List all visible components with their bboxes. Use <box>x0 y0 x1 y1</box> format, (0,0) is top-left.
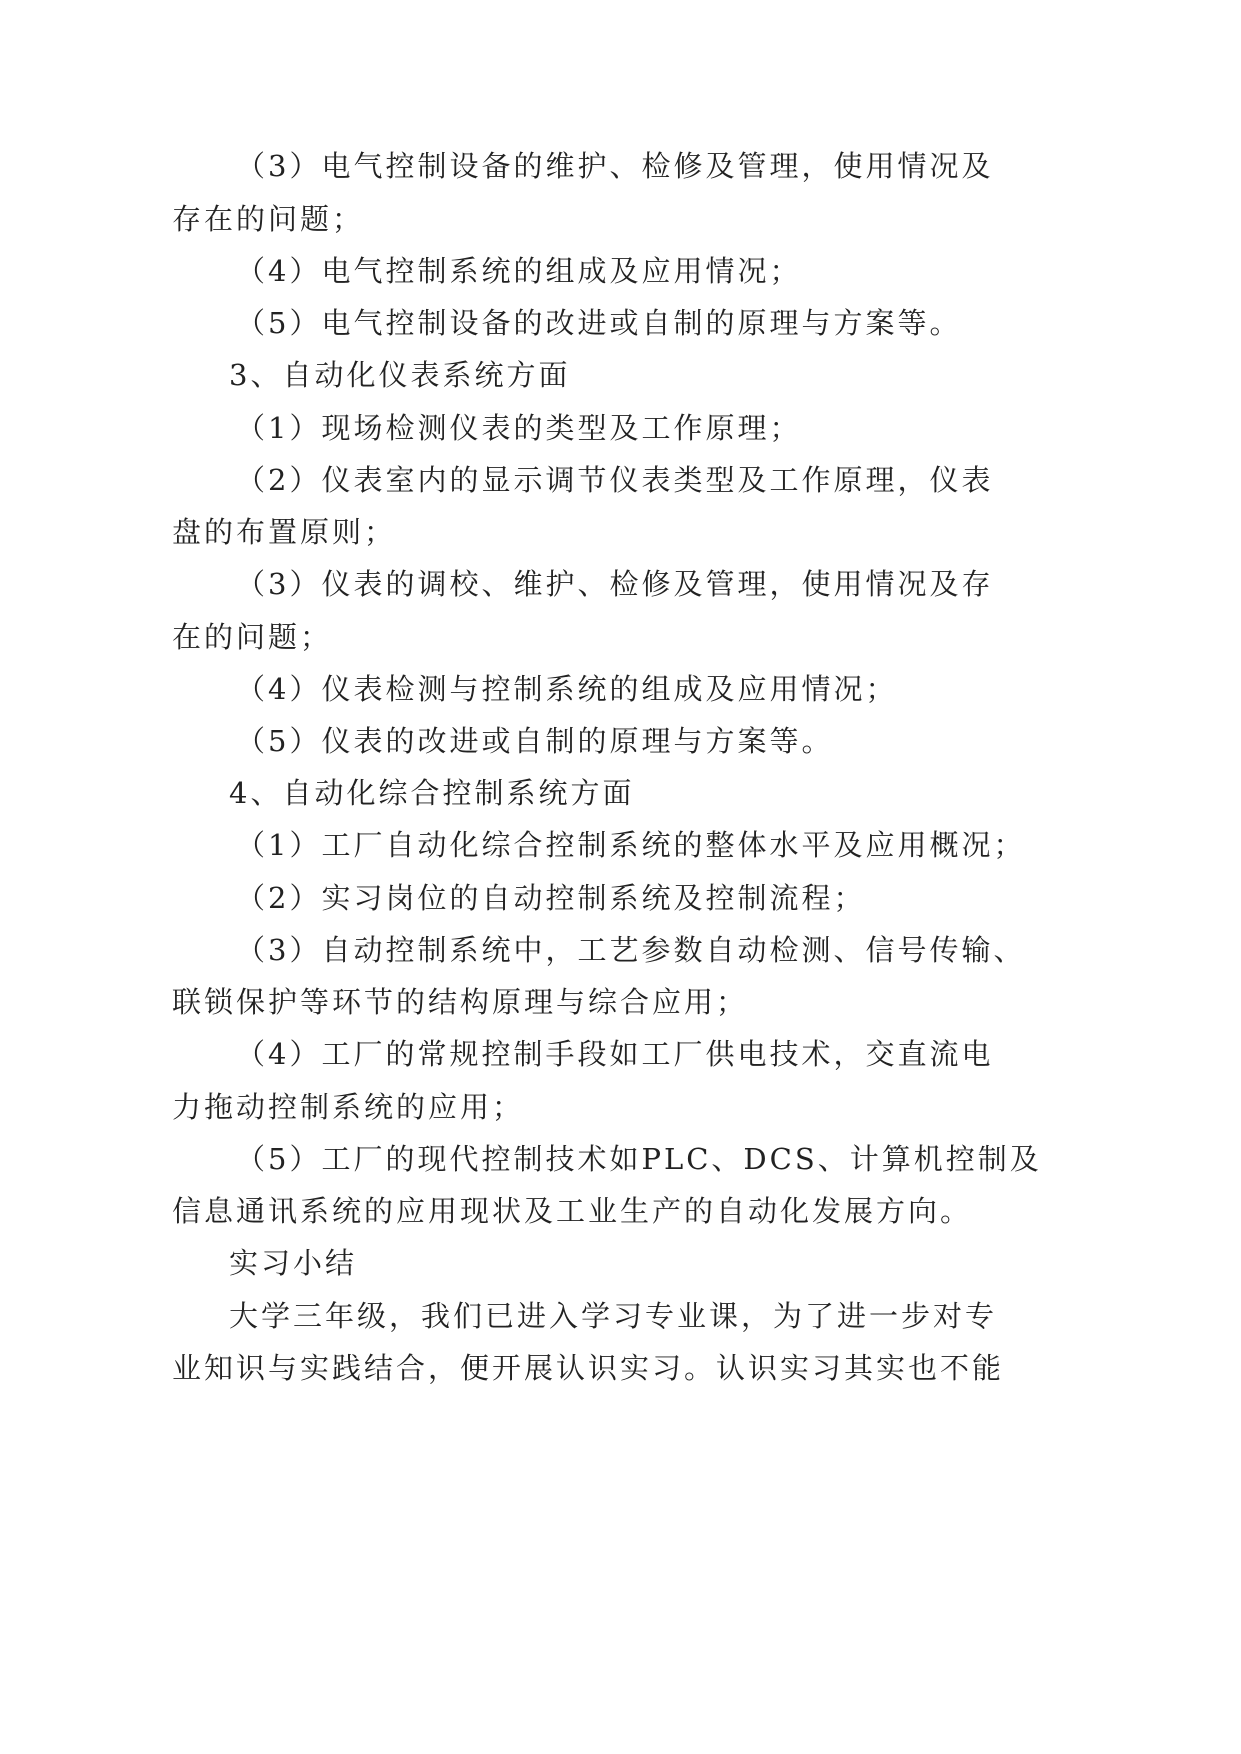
text-line-8: 盘的布置原则； <box>172 515 397 549</box>
text-line-18: （4）工厂的常规控制手段如工厂供电技术，交直流电 <box>236 1037 994 1071</box>
text-line-24: 业知识与实践结合，便开展认识实习。认识实习其实也不能 <box>172 1351 1005 1385</box>
text-line-15: （2）实习岗位的自动控制系统及控制流程； <box>236 881 866 915</box>
text-line-4: （5）电气控制设备的改进或自制的原理与方案等。 <box>236 306 962 340</box>
section-heading-4: 4、自动化综合控制系统方面 <box>229 776 635 810</box>
text-line-12: （5）仪表的改进或自制的原理与方案等。 <box>236 724 834 758</box>
text-line-10: 在的问题； <box>172 620 333 654</box>
text-line-14: （1）工厂自动化综合控制系统的整体水平及应用概况； <box>236 828 1026 862</box>
section-heading-summary: 实习小结 <box>229 1246 358 1280</box>
text-line-3: （4）电气控制系统的组成及应用情况； <box>236 254 802 288</box>
text-line-11: （4）仪表检测与控制系统的组成及应用情况； <box>236 672 898 706</box>
text-line-20: （5）工厂的现代控制技术如PLC、DCS、计算机控制及 <box>236 1142 1042 1176</box>
text-line-23: 大学三年级，我们已进入学习专业课，为了进一步对专 <box>229 1299 998 1333</box>
text-line-19: 力拖动控制系统的应用； <box>172 1090 525 1124</box>
text-line-9: （3）仪表的调校、维护、检修及管理，使用情况及存 <box>236 567 994 601</box>
text-line-6: （1）现场检测仪表的类型及工作原理； <box>236 411 802 445</box>
text-line-17: 联锁保护等环节的结构原理与综合应用； <box>172 985 749 1019</box>
text-line-16: （3）自动控制系统中，工艺参数自动检测、信号传输、 <box>236 933 1026 967</box>
section-heading-3: 3、自动化仪表系统方面 <box>229 358 571 392</box>
text-line-1: （3）电气控制设备的维护、检修及管理，使用情况及 <box>236 149 994 183</box>
text-line-2: 存在的问题； <box>172 202 365 236</box>
text-line-21: 信息通讯系统的应用现状及工业生产的自动化发展方向。 <box>172 1194 973 1228</box>
text-line-7: （2）仪表室内的显示调节仪表类型及工作原理，仪表 <box>236 463 994 497</box>
